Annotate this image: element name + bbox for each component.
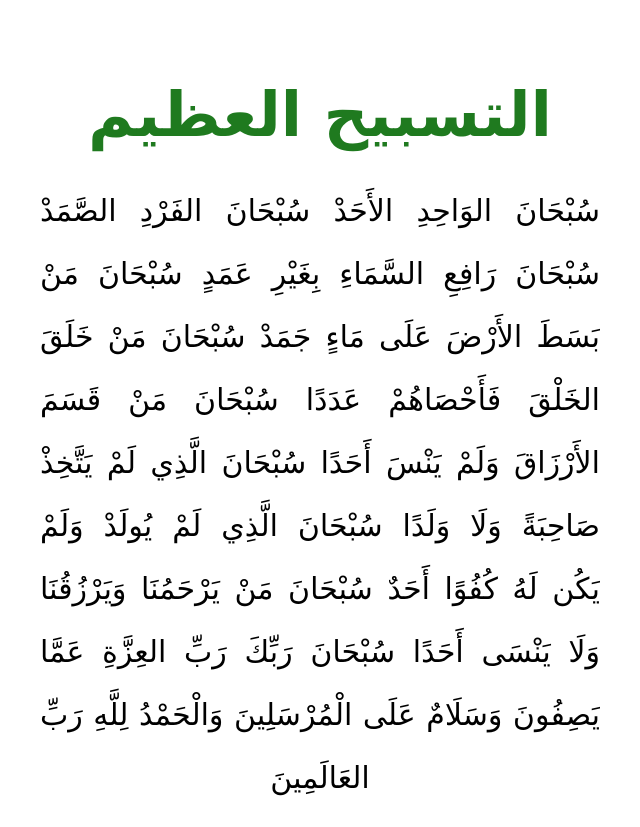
text-line: بَسَطَ الأَرْضَ عَلَى مَاءٍ جَمَدْ سُبْحَانَ مَنْ خَلَقَ [40, 320, 600, 355]
text-line: سُبْحَانَ الوَاحِدِ الأَحَدْ سُبْحَانَ الفَرْدِ الصَّمَدْ [40, 194, 600, 229]
text-line: العَالَمِينَ [270, 761, 370, 796]
text-line: سُبْحَانَ رَافِعِ السَّمَاءِ بِغَيْرِ عَمَدٍ سُبْحَانَ مَنْ [40, 257, 600, 292]
text-line: وَلَا يَنْسَى أَحَدًا سُبْحَانَ رَبِّكَ رَبِّ العِزَّةِ عَمَّا [40, 635, 600, 670]
text-line: صَاحِبَةً وَلَا وَلَدًا سُبْحَانَ الَّذِي لَمْ يُولَدْ وَلَمْ [40, 509, 600, 544]
text-line: يَكُن لَهُ كُفُوًا أَحَدٌ سُبْحَانَ مَنْ يَرْحَمُنَا وَيَرْزُقُنَا [40, 572, 600, 607]
page-title: التسبيح العظيم [88, 78, 552, 151]
text-line: الأَرْزَاقَ وَلَمْ يَنْسَ أَحَدًا سُبْحَانَ الَّذِي لَمْ يَتَّخِذْ [40, 446, 600, 481]
text-line: يَصِفُونَ وَسَلَامٌ عَلَى الْمُرْسَلِينَ وَالْحَمْدُ لِلَّهِ رَبِّ [40, 698, 600, 733]
tasbih-text [40, 180, 600, 810]
text-line: الخَلْقَ فَأَحْصَاهُمْ عَدَدًا سُبْحَانَ مَنْ قَسَمَ [40, 383, 600, 418]
